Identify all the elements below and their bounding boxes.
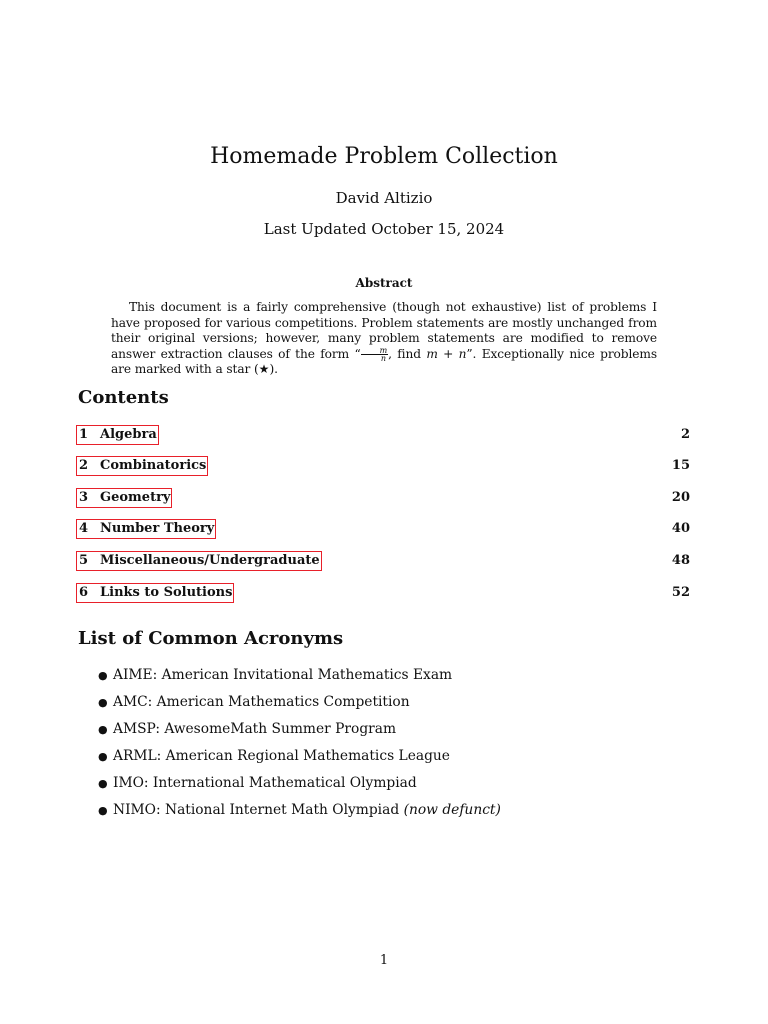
toc-link-geometry[interactable] (76, 488, 172, 508)
acronym-note: (now defunct) (403, 802, 501, 818)
toc-page-number: 20 (671, 490, 690, 505)
acronyms-heading: List of Common Acronyms (78, 628, 344, 649)
bullet-icon: ● (98, 723, 108, 736)
acronym-text: AMC: American Mathematics Competition (113, 694, 410, 710)
toc-page-number: 48 (671, 553, 690, 568)
bullet-icon: ● (98, 804, 108, 817)
list-item (98, 718, 501, 745)
toc-entry-miscellaneous (76, 551, 690, 571)
page-number: 1 (379, 953, 389, 968)
acronym-text: AMSP: AwesomeMath Summer Program (113, 721, 397, 737)
document-author: David Altizio (335, 189, 433, 207)
fraction-m-over-n (361, 347, 389, 362)
acronym-list (98, 664, 501, 826)
list-item (98, 799, 501, 826)
acronym-text: IMO: International Mathematical Olympiad (113, 775, 417, 791)
bullet-icon: ● (98, 696, 108, 709)
list-item (98, 772, 501, 799)
toc-entry-combinatorics (76, 456, 690, 476)
toc-label: Number Theory (100, 521, 215, 536)
toc-page-number: 52 (671, 585, 690, 600)
abstract-heading: Abstract (355, 276, 413, 290)
abstract-body (111, 300, 657, 378)
contents-heading: Contents (78, 387, 169, 408)
toc-number: 2 (79, 458, 89, 473)
toc-number: 5 (79, 553, 89, 568)
acronym-text: AIME: American Invitational Mathematics Exam (113, 667, 453, 683)
toc-number: 6 (79, 585, 89, 600)
toc-link-links-to-solutions[interactable] (76, 583, 234, 603)
toc-entry-number-theory (76, 519, 690, 539)
last-updated-date: Last Updated October 15, 2024 (263, 220, 505, 238)
toc-label: Algebra (100, 427, 157, 442)
abstract-math-expression: m + n (426, 346, 467, 361)
acronym-text: ARML: American Regional Mathematics League (113, 748, 450, 764)
list-item (98, 745, 501, 772)
toc-page-number: 2 (680, 427, 690, 442)
toc-link-number-theory[interactable] (76, 519, 216, 539)
toc-label: Geometry (100, 490, 171, 505)
fraction-numerator: m (361, 347, 389, 355)
toc-label: Miscellaneous/Undergraduate (100, 553, 320, 568)
abstract-text-before: This document is a fairly comprehensive (though not exhaustive) list of problems I have proposed for various competitions. Problem statements are mostly unchanged from their original versions; however, many problem statements are modified to remove answer extraction clauses of the form “ (111, 300, 657, 361)
bullet-icon: ● (98, 777, 108, 790)
toc-label: Links to Solutions (100, 585, 233, 600)
toc-page-number: 40 (671, 521, 690, 536)
acronym-text: NIMO: National Internet Math Olympiad (113, 802, 400, 818)
toc-entry-algebra (76, 425, 690, 445)
toc-number: 3 (79, 490, 89, 505)
toc-entry-geometry (76, 488, 690, 508)
bullet-icon: ● (98, 669, 108, 682)
fraction-denominator: n (380, 353, 386, 363)
list-item (98, 664, 501, 691)
toc-link-algebra[interactable] (76, 425, 159, 445)
toc-page-number: 15 (671, 458, 690, 473)
abstract-text-middle: , find (388, 346, 427, 361)
document-title: Homemade Problem Collection (210, 144, 558, 169)
abstract-text-after: ”. Exceptionally nice problems are marked with a star (★). (111, 346, 658, 377)
toc-number: 1 (79, 427, 89, 442)
toc-link-combinatorics[interactable] (76, 456, 208, 476)
toc-label: Combinatorics (100, 458, 207, 473)
toc-number: 4 (79, 521, 89, 536)
bullet-icon: ● (98, 750, 108, 763)
toc-entry-links-to-solutions (76, 583, 690, 603)
toc-link-miscellaneous[interactable] (76, 551, 322, 571)
list-item (98, 691, 501, 718)
